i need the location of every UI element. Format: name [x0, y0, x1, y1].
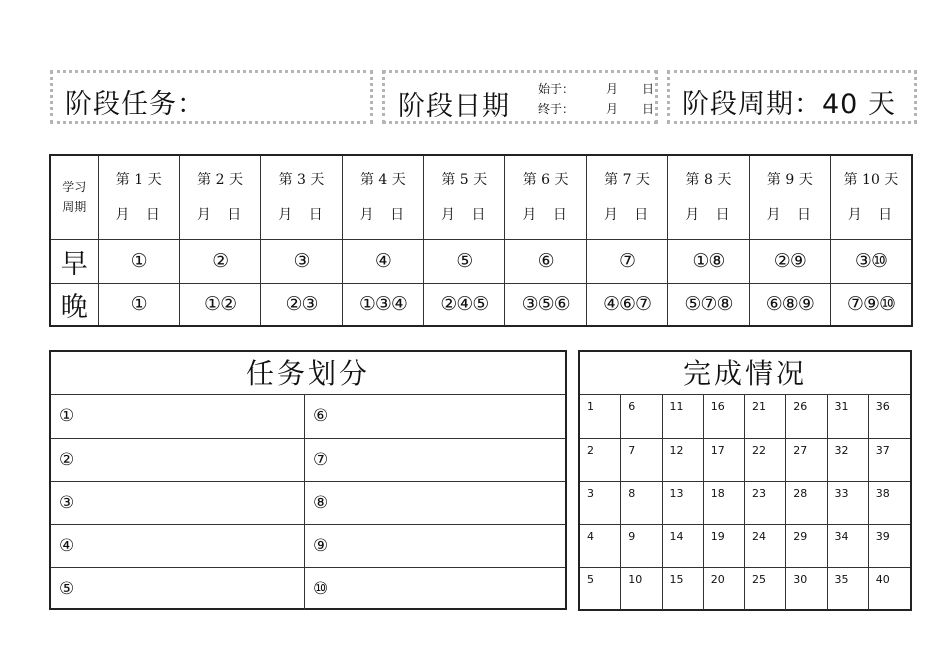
task-slot[interactable]: ② — [51, 438, 305, 481]
date-range — [538, 79, 654, 119]
day-label: 第 2 天 — [197, 171, 243, 188]
day-checkbox[interactable]: 25 — [745, 567, 786, 610]
day-checkbox[interactable]: 22 — [745, 438, 786, 481]
end-day-label: 日 — [641, 102, 654, 116]
evening-label: 晚 — [50, 283, 98, 326]
morning-cell[interactable]: ②⑨ — [749, 239, 830, 283]
day-label: 第 5 天 — [441, 171, 488, 188]
day-header[interactable] — [424, 155, 505, 239]
stage-task-box[interactable] — [50, 70, 373, 124]
corner-line-2: 周期 — [62, 200, 87, 215]
morning-cell[interactable]: ①⑧ — [668, 239, 749, 283]
day-checkbox[interactable]: 21 — [745, 395, 786, 438]
day-checkbox[interactable]: 12 — [663, 438, 704, 481]
day-header[interactable] — [342, 155, 423, 239]
day-date: 月 日 — [522, 206, 569, 223]
stage-task-label: 阶段任务： — [65, 89, 205, 120]
day-checkbox[interactable]: 3 — [580, 481, 621, 524]
corner-line-1: 学习 — [62, 180, 87, 195]
task-division-grid — [51, 395, 565, 610]
day-checkbox[interactable]: 15 — [663, 567, 704, 610]
day-checkbox[interactable]: 19 — [704, 524, 745, 567]
completion-panel — [578, 350, 912, 611]
end-label: 终于： — [538, 102, 575, 116]
evening-cell[interactable]: ④⑥⑦ — [586, 283, 667, 326]
task-slot[interactable]: ⑤ — [51, 567, 305, 610]
end-month-label: 月 — [605, 102, 618, 116]
day-checkbox[interactable]: 28 — [786, 481, 827, 524]
day-date: 月 日 — [441, 206, 488, 223]
day-checkbox[interactable]: 5 — [580, 567, 621, 610]
day-checkbox[interactable]: 31 — [828, 395, 869, 438]
day-date: 月 日 — [847, 206, 895, 223]
task-slot[interactable]: ③ — [51, 481, 305, 524]
day-checkbox[interactable]: 20 — [704, 567, 745, 610]
morning-cell[interactable]: ① — [98, 239, 179, 283]
day-checkbox[interactable]: 23 — [745, 481, 786, 524]
morning-cell[interactable]: ⑤ — [424, 239, 505, 283]
day-checkbox[interactable]: 10 — [621, 567, 662, 610]
morning-cell[interactable]: ② — [179, 239, 260, 283]
day-checkbox[interactable]: 39 — [869, 524, 910, 567]
day-checkbox[interactable]: 16 — [704, 395, 745, 438]
day-checkbox[interactable]: 26 — [786, 395, 827, 438]
day-checkbox[interactable]: 37 — [869, 438, 910, 481]
day-checkbox[interactable]: 18 — [704, 481, 745, 524]
evening-cell[interactable]: ⑦⑨⑩ — [831, 283, 912, 326]
day-label: 第 4 天 — [359, 171, 406, 188]
day-header[interactable] — [261, 155, 342, 239]
morning-label: 早 — [50, 239, 98, 283]
day-header[interactable] — [98, 155, 179, 239]
start-month-label: 月 — [605, 82, 618, 96]
start-date-line[interactable] — [538, 79, 654, 99]
day-checkbox[interactable]: 13 — [663, 481, 704, 524]
completion-title: 完成情况 — [580, 352, 910, 395]
start-label: 始于： — [538, 82, 575, 96]
day-checkbox[interactable]: 1 — [580, 395, 621, 438]
stage-cycle-label — [682, 82, 896, 121]
stage-date-box[interactable] — [382, 70, 658, 124]
day-date: 月 日 — [196, 206, 244, 223]
start-day-label: 日 — [641, 82, 654, 96]
morning-row — [50, 239, 912, 283]
day-date: 月 日 — [278, 206, 325, 223]
day-date: 月 日 — [359, 206, 407, 223]
evening-cell[interactable]: ①③④ — [342, 283, 423, 326]
day-checkbox[interactable]: 2 — [580, 438, 621, 481]
morning-cell[interactable]: ③⑩ — [831, 239, 912, 283]
day-checkbox[interactable]: 6 — [621, 395, 662, 438]
day-checkbox[interactable]: 24 — [745, 524, 786, 567]
evening-cell[interactable]: ⑥⑧⑨ — [749, 283, 830, 326]
day-header[interactable] — [749, 155, 830, 239]
day-header[interactable] — [668, 155, 749, 239]
day-header[interactable] — [586, 155, 667, 239]
evening-cell[interactable]: ②④⑤ — [424, 283, 505, 326]
day-checkbox[interactable]: 17 — [704, 438, 745, 481]
schedule-header-row — [50, 155, 912, 239]
day-checkbox[interactable]: 36 — [875, 400, 890, 413]
task-slot[interactable]: ④ — [51, 524, 305, 567]
day-checkbox[interactable]: 29 — [786, 524, 827, 567]
completion-grid — [580, 395, 910, 610]
morning-cell[interactable]: ⑦ — [586, 239, 667, 283]
task-slot[interactable]: ① — [51, 395, 305, 438]
morning-cell[interactable]: ④ — [342, 239, 423, 283]
day-date: 月 日 — [603, 206, 651, 223]
day-checkbox[interactable]: 4 — [580, 524, 621, 567]
day-label: 第 6 天 — [522, 171, 569, 188]
day-date: 月 日 — [115, 206, 162, 223]
day-label: 第 10 天 — [843, 171, 899, 188]
day-label: 第 3 天 — [278, 171, 325, 188]
task-slot[interactable]: ⑦ — [305, 438, 565, 481]
task-division-panel — [49, 350, 567, 610]
day-label: 第 8 天 — [685, 171, 732, 188]
day-checkbox[interactable]: 35 — [828, 567, 869, 610]
day-checkbox[interactable]: 32 — [828, 438, 869, 481]
stage-cycle-box[interactable] — [667, 70, 917, 124]
study-cycle-corner — [50, 155, 98, 239]
day-checkbox[interactable]: 33 — [828, 481, 869, 524]
day-date: 月 日 — [766, 206, 814, 223]
evening-row — [50, 283, 912, 326]
schedule-table — [49, 154, 913, 327]
cycle-label-text: 阶段周期： — [682, 89, 822, 120]
day-header[interactable] — [831, 155, 912, 239]
task-slot[interactable]: ⑧ — [305, 481, 565, 524]
day-checkbox[interactable]: 38 — [869, 481, 910, 524]
evening-cell[interactable]: ⑤⑦⑧ — [668, 283, 749, 326]
day-checkbox[interactable]: 40 — [869, 567, 910, 610]
day-checkbox[interactable]: 30 — [786, 567, 827, 610]
day-label: 第 9 天 — [766, 171, 813, 188]
task-slot[interactable]: ⑩ — [305, 567, 565, 610]
task-slot[interactable]: ⑥ — [313, 406, 329, 426]
evening-cell[interactable]: ①② — [179, 283, 260, 326]
day-checkbox[interactable]: 7 — [621, 438, 662, 481]
evening-cell[interactable]: ① — [98, 283, 179, 326]
day-label: 第 1 天 — [115, 171, 162, 188]
morning-cell[interactable]: ⑥ — [505, 239, 586, 283]
stage-date-label: 阶段日期 — [398, 91, 510, 122]
evening-cell[interactable]: ③⑤⑥ — [505, 283, 586, 326]
day-checkbox[interactable]: 9 — [621, 524, 662, 567]
cycle-value: 40 — [822, 89, 859, 120]
day-checkbox[interactable]: 34 — [828, 524, 869, 567]
end-date-line[interactable] — [538, 99, 654, 119]
evening-cell[interactable]: ②③ — [261, 283, 342, 326]
day-checkbox[interactable]: 11 — [663, 395, 704, 438]
morning-cell[interactable]: ③ — [261, 239, 342, 283]
day-header[interactable] — [179, 155, 260, 239]
day-label: 第 7 天 — [604, 171, 650, 188]
day-date: 月 日 — [685, 206, 732, 223]
day-checkbox[interactable]: 27 — [786, 438, 827, 481]
day-checkbox[interactable]: 8 — [621, 481, 662, 524]
day-checkbox[interactable]: 14 — [663, 524, 704, 567]
cycle-unit: 天 — [867, 89, 896, 120]
day-header[interactable] — [505, 155, 586, 239]
task-slot[interactable]: ⑨ — [305, 524, 565, 567]
task-division-title: 任务划分 — [51, 352, 565, 395]
